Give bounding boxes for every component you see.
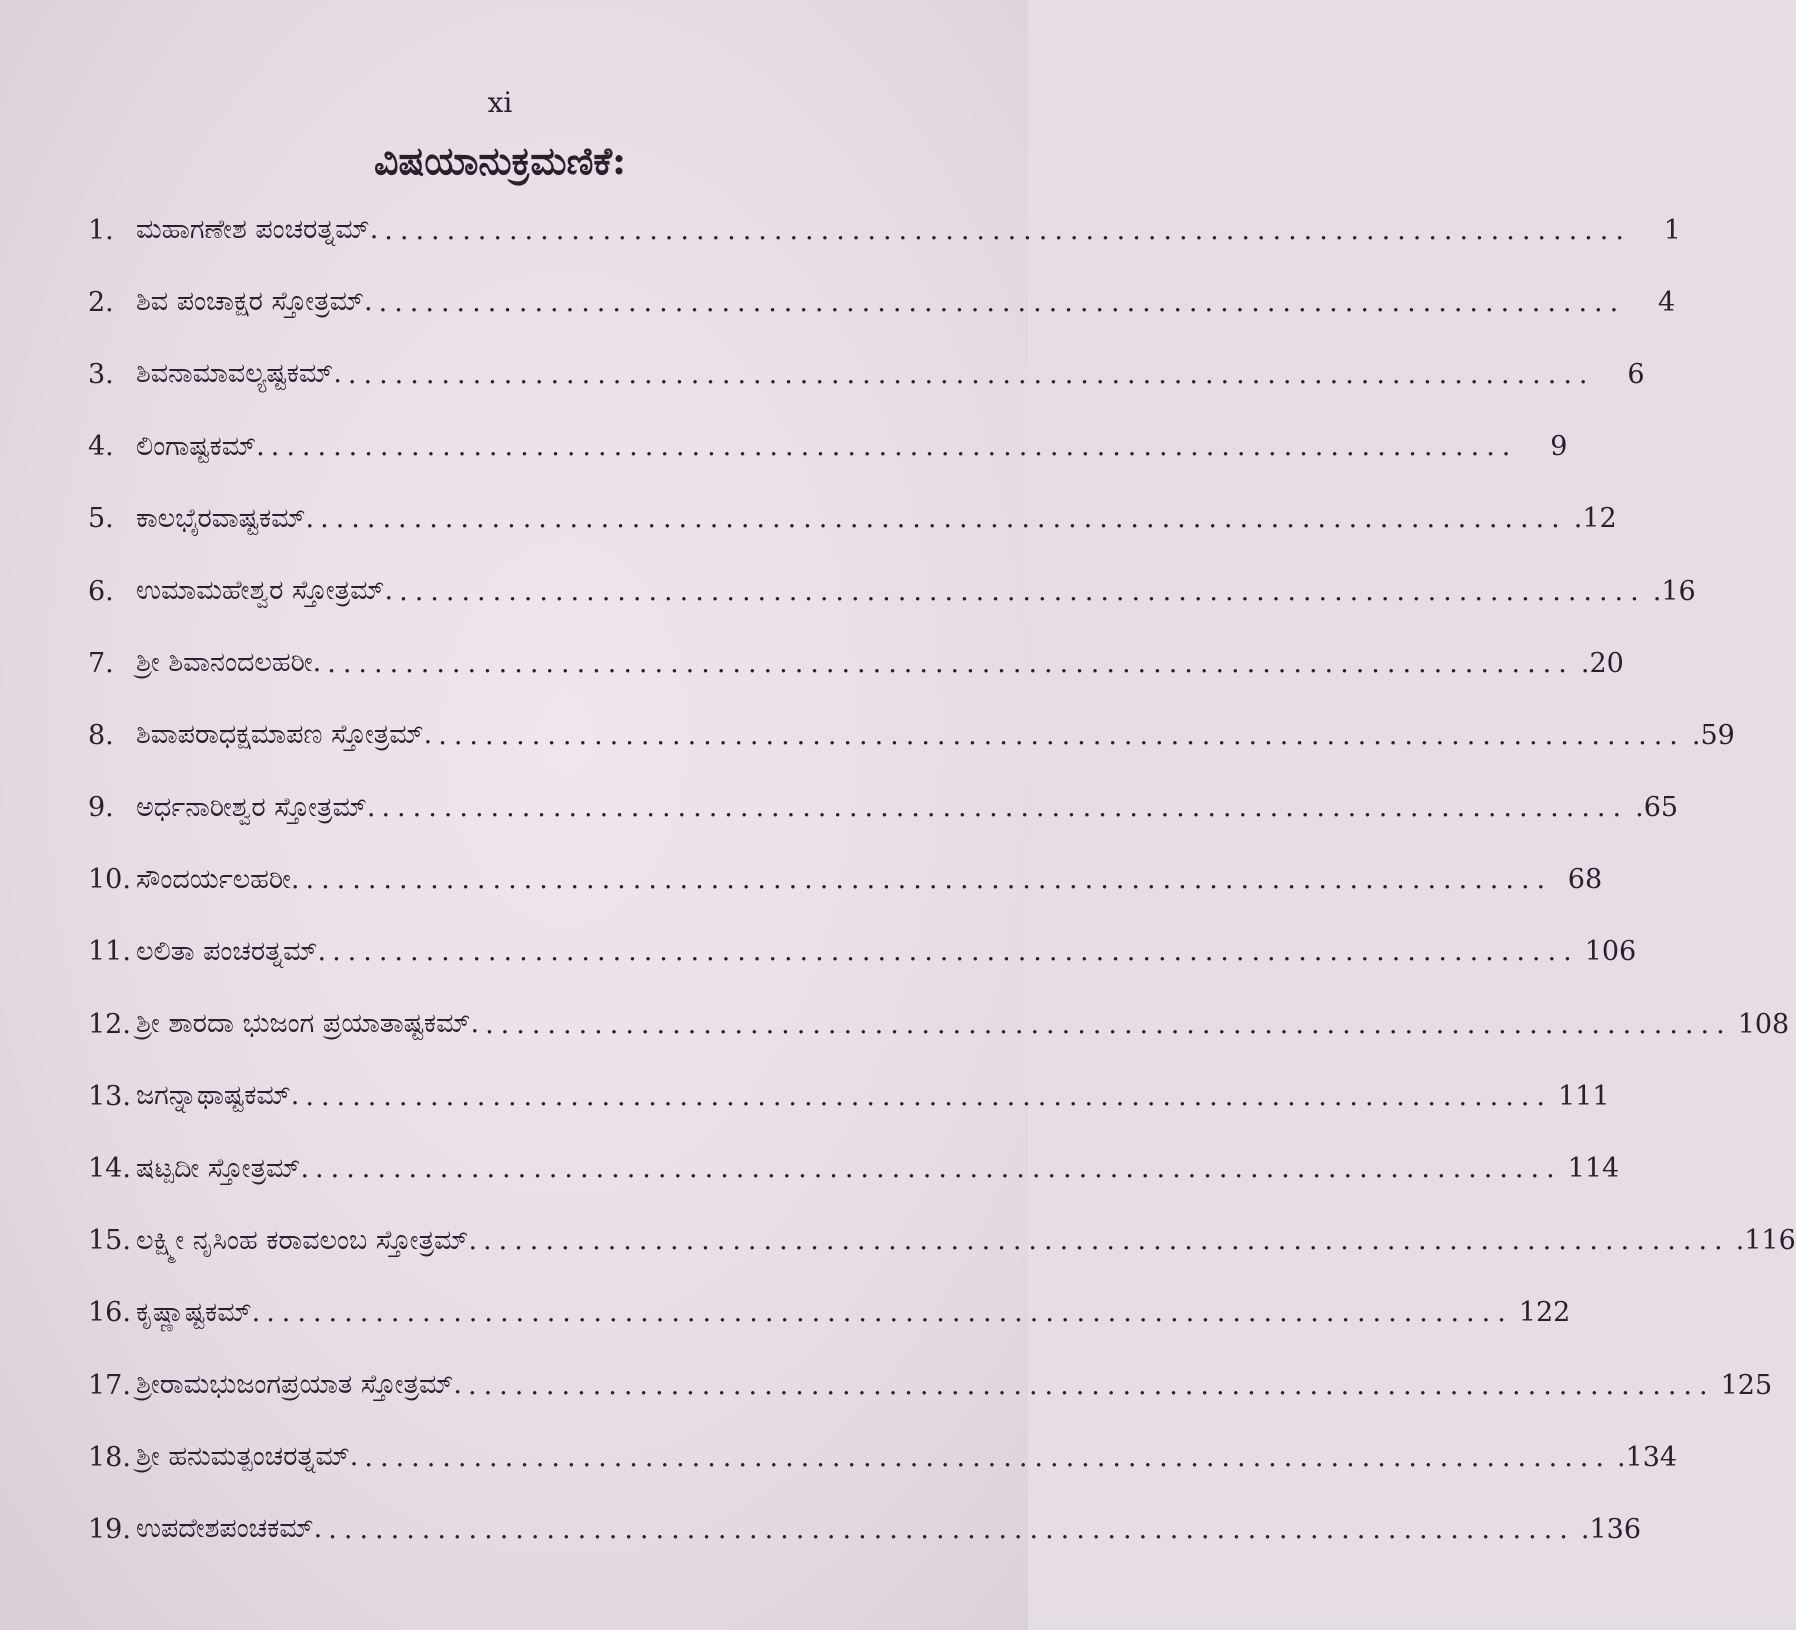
entry-page-number: 106	[1584, 936, 1637, 968]
entry-page-number: 9	[1550, 431, 1568, 463]
entry-title: ಲಕ್ಷ್ಮೀ ನೃಸಿಂಹ ಕರಾವಲಂಬ ಸ್ತೋತ್ರಮ್.	[136, 1224, 478, 1256]
entry-number: 14.	[88, 1153, 131, 1185]
entry-page-number: 122	[1518, 1297, 1571, 1329]
toc-entry	[88, 699, 1735, 771]
dot-leader: ................................................................................	[378, 286, 1626, 318]
entry-title: ಶ್ರೀರಾಮಭುಜಂಗಪ್ರಯಾತ ಸ್ತೋತ್ರಮ್.	[136, 1369, 462, 1401]
entry-page-number: 111	[1557, 1080, 1610, 1112]
entry-title: ಸೌಂದರ್ಯಲಹರೀ.	[136, 863, 300, 895]
dot-leader: ................................................................................	[270, 431, 1518, 463]
toc-entry	[88, 1277, 1571, 1349]
table-of-contents	[88, 194, 1796, 1566]
entry-page-number: .20	[1580, 647, 1624, 679]
toc-entry	[88, 338, 1645, 410]
entry-number: 7.	[88, 647, 114, 679]
entry-number: 13.	[88, 1080, 131, 1112]
entry-page-number: .116	[1735, 1225, 1796, 1257]
entry-number: 4.	[88, 431, 114, 463]
dot-leader: ................................................................................	[438, 719, 1685, 751]
dot-leader: ................................................................................	[483, 1225, 1730, 1257]
dot-leader: ................................................................................	[305, 864, 1553, 896]
toc-heading: ವಿಷಯಾನುಕ್ರಮಣಿಕೆ:	[373, 138, 627, 183]
dot-leader: ................................................................................	[327, 647, 1574, 679]
entry-number: 1.	[88, 214, 114, 246]
entry-page-number: 68	[1567, 864, 1603, 896]
dot-leader: ................................................................................	[347, 358, 1595, 390]
toc-entry	[88, 266, 1676, 338]
toc-entry	[88, 844, 1603, 916]
dot-leader: ................................................................................	[266, 1297, 1513, 1329]
entry-number: 6.	[88, 575, 114, 607]
entry-number: 12.	[88, 1008, 131, 1040]
entry-number: 2.	[88, 286, 114, 318]
entry-page-number: .16	[1652, 575, 1696, 607]
entry-number: 15.	[88, 1225, 131, 1257]
entry-title: ಕಾಲಭೈರವಾಷ್ಟಕಮ್.	[136, 502, 315, 534]
entry-title: ಶಿವ ಪಂಚಾಕ್ಷರ ಸ್ತೋತ್ರಮ್.	[136, 286, 373, 318]
toc-entry	[88, 555, 1696, 627]
entry-page-number: 1	[1663, 214, 1681, 246]
entry-number: 10.	[88, 864, 131, 896]
toc-entry	[88, 1421, 1678, 1493]
entry-page-number: 4	[1658, 286, 1676, 318]
dot-leader: ................................................................................	[332, 936, 1579, 968]
toc-entry	[88, 772, 1679, 844]
entry-page-number: .12	[1573, 503, 1617, 535]
toc-entry	[88, 1060, 1610, 1132]
entry-title: ಶಿವನಾಮಾವಲ್ಯಷ್ಟಕಮ್.	[136, 358, 342, 390]
entry-number: 3.	[88, 358, 114, 390]
entry-title: ಉಪದೇಶಪಂಚಕಮ್.	[136, 1513, 323, 1545]
toc-entry	[88, 1205, 1796, 1277]
entry-number: 8.	[88, 719, 114, 751]
entry-page-number: 6	[1627, 358, 1645, 390]
toc-entry	[88, 988, 1790, 1060]
entry-number: 5.	[88, 503, 114, 535]
dot-leader: ................................................................................	[328, 1513, 1575, 1545]
toc-entry	[88, 627, 1624, 699]
toc-entry	[88, 1493, 1642, 1565]
entry-number: 11.	[88, 936, 131, 968]
dot-leader: ................................................................................	[381, 792, 1629, 824]
entry-title: ಶ್ರೀ ಹನುಮತ್ಪಂಚರತ್ನಮ್.	[136, 1441, 359, 1473]
entry-title: ಶಿವಾಪರಾಧಕ್ಷಮಾಪಣ ಸ್ತೋತ್ರಮ್.	[136, 719, 433, 751]
entry-page-number: .136	[1580, 1513, 1642, 1545]
entry-number: 9.	[88, 792, 114, 824]
entry-title: ಲಿಂಗಾಷ್ಟಕಮ್.	[136, 430, 265, 462]
entry-title: ಷಟ್ಪದೀ ಸ್ತೋತ್ರಮ್.	[136, 1152, 310, 1184]
toc-entry	[88, 483, 1617, 555]
toc-entry	[88, 1132, 1620, 1204]
entry-page-number: .134	[1616, 1441, 1678, 1473]
page-number: xi	[487, 86, 513, 119]
dot-leader: ................................................................................	[384, 214, 1631, 246]
entry-page-number: .65	[1635, 792, 1679, 824]
dot-leader: ................................................................................	[364, 1441, 1611, 1473]
entry-title: ಲಲಿತಾ ಪಂಚರತ್ನಮ್.	[136, 935, 327, 967]
dot-leader: ................................................................................	[305, 1080, 1552, 1112]
entry-number: 17.	[88, 1369, 131, 1401]
dot-leader: ................................................................................	[468, 1369, 1715, 1401]
dot-leader: ................................................................................	[320, 503, 1567, 535]
toc-entry	[88, 916, 1637, 988]
entry-page-number: 125	[1720, 1369, 1773, 1401]
entry-title: ಉಮಾಮಹೇಶ್ವರ ಸ್ತೋತ್ರಮ್.	[136, 575, 394, 607]
dot-leader: ................................................................................	[399, 575, 1646, 607]
entry-title: ಶ್ರೀ ಶಿವಾನಂದಲಹರೀ.	[136, 647, 322, 679]
entry-title: ಶ್ರೀ ಶಾರದಾ ಭುಜಂಗ ಪ್ರಯಾತಾಷ್ಟಕಮ್.	[136, 1008, 480, 1040]
toc-entry	[88, 194, 1681, 266]
entry-title: ಅರ್ಧನಾರೀಶ್ವರ ಸ್ತೋತ್ರಮ್.	[136, 791, 376, 823]
entry-number: 18.	[88, 1441, 131, 1473]
dot-leader: ................................................................................	[485, 1008, 1732, 1040]
entry-page-number: .59	[1691, 719, 1735, 751]
dot-leader: ................................................................................	[315, 1153, 1562, 1185]
toc-entry	[88, 411, 1568, 483]
entry-title: ಜಗನ್ನಾಥಾಷ್ಟಕಮ್.	[136, 1080, 300, 1112]
toc-entry	[88, 1349, 1773, 1421]
entry-number: 19.	[88, 1513, 131, 1545]
entry-title: ಕೃಷ್ಣಾಷ್ಟಕಮ್.	[136, 1296, 261, 1328]
entry-page-number: 108	[1737, 1008, 1790, 1040]
entry-title: ಮಹಾಗಣೇಶ ಪಂಚರತ್ನಮ್.	[136, 214, 379, 246]
entry-number: 16.	[88, 1297, 131, 1329]
entry-page-number: 114	[1567, 1153, 1620, 1185]
